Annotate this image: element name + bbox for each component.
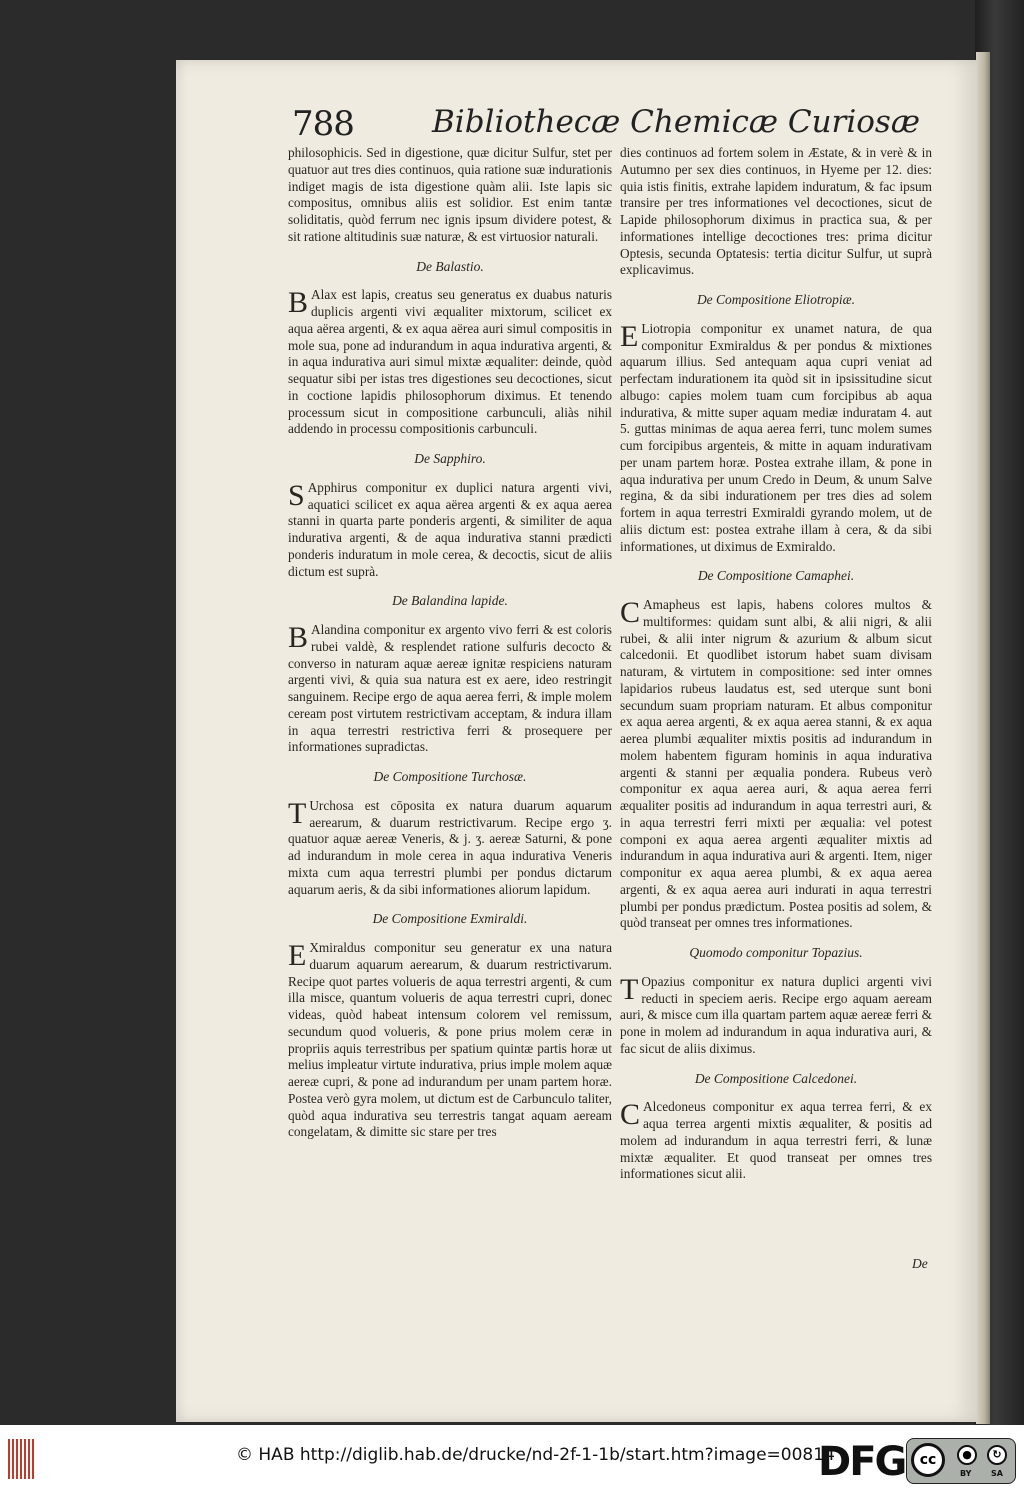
cc-by-label: BY	[960, 1469, 972, 1478]
section-body: Xmiraldus componitur seu generatur ex una natura duarum aquarum aerearum, & duarum restrictivarum. Recipe quot partes volueris de aqua terrestri argenti, & cum illa misce, quantum volueris de aqua terrestri cupri, donec videas, quòd habeat intensum colorem vel remissum, secundum quod volueris, & pone prius molem ceræ in propriis aquis terrestribus per spatium quintæ partis horæ ut melius impleatur virtute indurativa, prius imple molem aquæ aereæ cupri, & pone ad indurandum per unam partem horæ. Postea verò gyra molem, ut dictum est de Carbunculo taliter, quòd aqua indurativa seu terrestris tangat aquam aeream congelatam, & dimitte sic stare per tres	[288, 940, 612, 1140]
drop-initial: E	[620, 319, 639, 353]
section-body: Alcedoneus componitur ex aqua terrea ferri, & ex aqua terrea argenti mixtis æqualiter, & positis ad molem ad indurandum in aqua terrestri ferri, & lunæ mixtæ æqualiter. Et quod transeat per omnes tres informationes sicut alii.	[620, 1099, 932, 1182]
hab-logo-icon	[8, 1439, 34, 1479]
section-title: Quomodo componitur Topazius.	[689, 945, 863, 960]
cc-sa-label: SA	[991, 1469, 1003, 1478]
left-intro: philosophicis. Sed in digestione, quæ dicitur Sulfur, stet per quatuor aut tres dies continuos, quia ratione suæ indurationis indiget magis de ista digestione quàm alii. Iste lapis sic compositus, omnibus aliis est solidior. Est enim tantæ soliditatis, quòd ferrum nec ignis ipsum dividere potest, & sit ratione altitudinis suæ naturæ, & est virtuosior naturali.	[288, 145, 612, 244]
drop-initial: B	[288, 286, 309, 320]
section-text	[620, 974, 932, 1058]
section-text	[620, 1099, 932, 1183]
section-text	[620, 321, 932, 556]
left-column	[288, 145, 612, 1141]
drop-initial: B	[288, 621, 309, 654]
drop-initial: C	[620, 596, 641, 629]
section-text	[288, 480, 612, 581]
section-title: De Compositione Turchosæ.	[373, 769, 527, 784]
person-icon: ●	[957, 1445, 977, 1465]
section-title: De Balandina lapide.	[392, 593, 508, 609]
section-text	[288, 940, 612, 1141]
section-body: Apphirus componitur ex duplici natura argenti vivi, aquatici scilicet ex aqua aërea argenti & ex aqua aerea stanni in quarta parte ponderis argenti, & similiter de aqua indurativa argenti, & de aqua indurativa stanni prædicti ponderis induratum in mole cerea, & decoctis, sicut de aliis dictum est suprà.	[288, 479, 612, 579]
drop-initial: C	[620, 1098, 641, 1132]
section-title: De Compositione Calcedonei.	[694, 1070, 858, 1086]
section-title: De Compositione Eliotropiæ.	[696, 292, 856, 307]
drop-initial: S	[288, 478, 305, 512]
catchword: De	[912, 1256, 928, 1271]
section-title: De Compositione Camaphei.	[697, 568, 855, 584]
drop-initial: T	[288, 796, 307, 830]
section-body: Amapheus est lapis, habens colores multos & multiformes: quidam sunt albi, & alii nigri, & alii rubei, & alii inter nigrum & azurium & album sicut calcedonii. Et quodlibet istorum habet suam divisam naturam, & virtutem in compositione: sed inter omnes lapidarios rubeus laudatus est, sed uterque sunt boni secundum suam propriam naturam. Et albus componitur ex aqua aerea argenti, & ex aqua aerea stanni, & ex aqua aerea plumbi æqualiter mixtis positis ad indurandum in molem habentem figuram hominis in aqua indurativa argenti & stanni per æqualia pondera. Rubeus verò componitur ex aqua aerea auri, & aqua aerea ferri æqualiter positis ad indurandum in aqua terrestri auri, & in aqua terrestri ferri mixti per æqualia: vel potest componi ex aqua aerea argenti æqualiter mixtis ad indurandum in aqua indurativa auri & argenti. Item, niger componitur ex aqua aerea plumbi, & ex aqua aerea argenti, & ex aqua aerea auri indurati in aqua terrestri plumbi per pondus prædictum. Postea positis ad solem, & quòd transeat per omnes tres informationes.	[620, 597, 932, 931]
section-body: Urchosa est cōposita ex natura duarum aquarum aerearum, & duarum restrictivarum. Recipe ergo ʒ. quatuor aquæ aereæ Veneris, & j. ʒ. aereæ Saturni, & pone ad indurandum in mole cerea in aqua indurativa Veneris mixta cum aqua terrestri plumbi per pondus dictarum aquarum aeris, & da sibi informationes aliorum lapidum.	[288, 797, 612, 897]
section-text	[288, 622, 612, 756]
source-url[interactable]: © HAB http://diglib.hab.de/drucke/nd-2f-1-1b/start.htm?image=00814	[236, 1445, 835, 1465]
section-title: De Balastio.	[416, 258, 484, 274]
running-title: Bibliothecæ Chemicæ Curiosæ	[432, 104, 920, 140]
page-number: 788	[292, 104, 354, 144]
section-title: De Compositione Exmiraldi.	[372, 911, 528, 927]
section-text	[288, 798, 612, 899]
section-body: Liotropia componitur ex unamet natura, de qua componitur Exmiraldus & per pondus & mixtiones aquarum illius. Sed antequam aqua cupri veniat ad perfectam indurationem ita quòd sit in ipsissitudine sicut albugo: capies molem tuam cum forcipibus ab aqua indurativa, & mitte super aquam mediæ induratam 4. aut 5. guttas minimas de aqua aerea ferri, tunc molem sumes cum forcipibus argenteis, & mitte in aquam indurativam per unam partem horæ. Postea extrahe illam, & pone in aqua indurativa per unum Credo in Deum, & unum Salve regina, & da sibi indurationem per tres dies ad solem fortem in aqua terrestri Exmiraldi gyrando molem, ut de aliis dictum est: postea extrahe illam à cera, & da sibi informationes, ut diximus de Exmiraldo.	[620, 320, 932, 554]
section-text	[620, 597, 932, 932]
section-body: Opazius componitur ex natura duplici argenti vivi reducti in speciem aeris. Recipe ergo aquam aeream auri, & misce cum illa quartam partem aquæ aereæ ferri & pone in molem ad indurandum in aqua indurativa auri, & fac sicut de aliis diximus.	[620, 973, 932, 1056]
section-body: Alandina componitur ex argento vivo ferri & est coloris rubei valdè, & resplendet ratione sulfuris decocto & converso in naturam aquæ aereæ ignitæ respiciens naturam argenti vivi, & quia sua natura est ex aere, ideo restringit sanguinem. Recipe ergo de aqua aerea ferri, & imple molem ceream post virtutem restrictivam acceptam, & indura illam in aqua terrestri restrictiva ferri & prosequere per informationes supradictas.	[288, 622, 612, 755]
share-alike-icon: ↻	[987, 1445, 1007, 1465]
section-body: Alax est lapis, creatus seu generatus ex duabus naturis duplicis argenti vivi æqualiter mixtorum, scilicet ex aqua aërea argenti, & ex aqua aërea auri simul compositis in mole sua, pone ad indurandum in aqua indurativa argenti, & in aqua indurativa auri simul mixtæ æqualiter: deinde, quòd sequatur sibi per istas tres digestiones seu decoctiones, sicut in coctione lapidis philosophorum diximus. Et tenendo processum sicut in compositione carbunculi, aliàs nihil addendo in processu compositionis carbunculi.	[288, 287, 612, 437]
section-title: De Sapphiro.	[414, 451, 486, 466]
section-text	[288, 287, 612, 438]
drop-initial: T	[620, 972, 639, 1006]
cc-icon: cc	[911, 1443, 945, 1477]
cc-license-badge[interactable]	[906, 1438, 1016, 1484]
right-intro: dies continuos ad fortem solem in Æstate, & in verè & in Autumno per sex dies continuos, in Hyeme per 12. dies: quia istis finitis, extrahe lapidem induratum, & fac ipsum transire per tres informationes vel decoctiones, sicut de Lapide philosophorum diximus in practica sua, & per informationes intellige decoctiones tres: prima dicitur Optesis, secunda Optatesis: tertia dicitur Sulfur, ut suprà explicavimus.	[620, 145, 932, 278]
right-column	[620, 145, 932, 1183]
viewer-footer	[0, 1425, 1024, 1493]
page-edge	[976, 52, 990, 1424]
drop-initial: E	[288, 939, 307, 972]
dfg-logo: DFG	[818, 1439, 906, 1485]
